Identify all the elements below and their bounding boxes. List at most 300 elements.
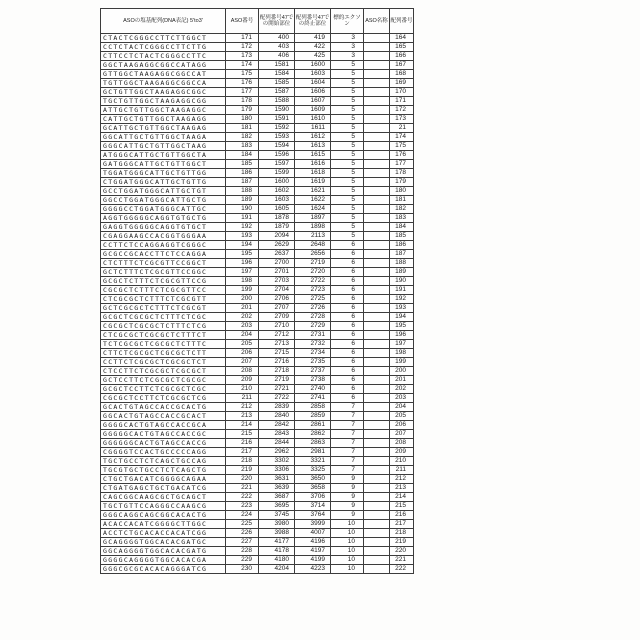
- cell-start: 1600: [259, 178, 295, 187]
- cell-stop: 1600: [295, 61, 331, 70]
- table-row: [101, 511, 414, 520]
- cell-start: 2704: [259, 286, 295, 295]
- cell-aso_name: [364, 232, 390, 241]
- cell-stop: 2720: [295, 268, 331, 277]
- cell-stop: 425: [295, 52, 331, 61]
- cell-start: 2700: [259, 259, 295, 268]
- cell-start: 1597: [259, 160, 295, 169]
- cell-seq_id: 193: [390, 304, 414, 313]
- cell-sequence: GGGCGCGCACACAGGGATCG: [101, 565, 226, 574]
- cell-stop: 422: [295, 43, 331, 52]
- cell-sequence: CAGCGGCAAGCGCTGCAGCT: [101, 493, 226, 502]
- cell-aso_name: [364, 457, 390, 466]
- cell-aso_number: 214: [226, 421, 259, 430]
- cell-stop: 1611: [295, 124, 331, 133]
- cell-seq_id: 211: [390, 466, 414, 475]
- table-row: [101, 304, 414, 313]
- cell-start: 403: [259, 43, 295, 52]
- cell-stop: 2981: [295, 448, 331, 457]
- cell-aso_number: 215: [226, 430, 259, 439]
- cell-seq_id: 214: [390, 493, 414, 502]
- cell-seq_id: 187: [390, 250, 414, 259]
- cell-stop: 1612: [295, 133, 331, 142]
- cell-start: 1581: [259, 61, 295, 70]
- cell-seq_id: 215: [390, 502, 414, 511]
- cell-seq_id: 184: [390, 223, 414, 232]
- table-row: [101, 331, 414, 340]
- cell-aso_name: [364, 52, 390, 61]
- cell-start: 2722: [259, 394, 295, 403]
- cell-sequence: GGCACTGTAGCCACCGCACT: [101, 412, 226, 421]
- cell-start: 2839: [259, 403, 295, 412]
- cell-exon: 10: [331, 529, 364, 538]
- cell-sequence: GCATTGCTGTTGGCTAAGAG: [101, 124, 226, 133]
- cell-aso_number: 201: [226, 304, 259, 313]
- cell-seq_id: 192: [390, 295, 414, 304]
- cell-seq_id: 222: [390, 565, 414, 574]
- cell-sequence: CCTTCTCCAGGAGGTCGGGC: [101, 241, 226, 250]
- cell-exon: 9: [331, 493, 364, 502]
- cell-seq_id: 201: [390, 376, 414, 385]
- cell-sequence: CTCGCGCTCGCGCTCTTTCT: [101, 331, 226, 340]
- cell-start: 3302: [259, 457, 295, 466]
- cell-aso_number: 177: [226, 88, 259, 97]
- column-header-stop: 配列番号47で の終止部位: [295, 9, 331, 34]
- cell-stop: 2737: [295, 367, 331, 376]
- cell-stop: 2861: [295, 421, 331, 430]
- cell-seq_id: 168: [390, 70, 414, 79]
- cell-aso_name: [364, 106, 390, 115]
- cell-sequence: GGCAGGGGTGGCACACGATG: [101, 547, 226, 556]
- table-row: [101, 214, 414, 223]
- cell-seq_id: 218: [390, 529, 414, 538]
- cell-aso_name: [364, 178, 390, 187]
- cell-stop: 3325: [295, 466, 331, 475]
- cell-aso_name: [364, 34, 390, 43]
- table-row: [101, 313, 414, 322]
- cell-aso_number: 176: [226, 79, 259, 88]
- cell-start: 4204: [259, 565, 295, 574]
- cell-stop: 2722: [295, 277, 331, 286]
- cell-stop: 2656: [295, 250, 331, 259]
- cell-aso_number: 198: [226, 277, 259, 286]
- cell-start: 3631: [259, 475, 295, 484]
- cell-aso_name: [364, 295, 390, 304]
- cell-aso_name: [364, 529, 390, 538]
- cell-sequence: GGGGGCACTGTAGCCACCGC: [101, 430, 226, 439]
- table-row: [101, 520, 414, 529]
- cell-sequence: CTTCTCGCGCTCGCGCTCTT: [101, 349, 226, 358]
- table-row: [101, 169, 414, 178]
- cell-seq_id: 205: [390, 412, 414, 421]
- cell-start: 2718: [259, 367, 295, 376]
- cell-stop: 1604: [295, 79, 331, 88]
- cell-sequence: CTACTCGGGCCTTCTTGGCT: [101, 34, 226, 43]
- cell-exon: 5: [331, 115, 364, 124]
- cell-stop: 1606: [295, 88, 331, 97]
- cell-stop: 1610: [295, 115, 331, 124]
- column-header-seq-id: 配列番号: [390, 9, 414, 34]
- cell-aso_name: [364, 313, 390, 322]
- cell-exon: 7: [331, 421, 364, 430]
- cell-exon: 5: [331, 97, 364, 106]
- cell-start: 3988: [259, 529, 295, 538]
- cell-sequence: ACCTCTGCACACCACATCGG: [101, 529, 226, 538]
- table-row: [101, 385, 414, 394]
- cell-seq_id: 189: [390, 268, 414, 277]
- cell-stop: 3764: [295, 511, 331, 520]
- cell-seq_id: 21: [390, 124, 414, 133]
- table-row: [101, 106, 414, 115]
- cell-aso_number: 188: [226, 187, 259, 196]
- cell-stop: 2732: [295, 340, 331, 349]
- cell-stop: 1607: [295, 97, 331, 106]
- cell-aso_name: [364, 376, 390, 385]
- cell-sequence: GCGCTCGCGCTCTTTCTCGC: [101, 313, 226, 322]
- table-row: [101, 223, 414, 232]
- cell-sequence: GAGGTGGGGGCAGGTGTGCT: [101, 223, 226, 232]
- cell-aso_name: [364, 358, 390, 367]
- cell-aso_number: 226: [226, 529, 259, 538]
- cell-seq_id: 212: [390, 475, 414, 484]
- cell-exon: 7: [331, 412, 364, 421]
- cell-sequence: AGGTGGGGGCAGGTGTGCTG: [101, 214, 226, 223]
- cell-aso_name: [364, 493, 390, 502]
- cell-stop: 2729: [295, 322, 331, 331]
- cell-seq_id: 198: [390, 349, 414, 358]
- cell-aso_name: [364, 268, 390, 277]
- cell-aso_number: 174: [226, 61, 259, 70]
- cell-sequence: CGCGCTCTTTCTCGCGTTCC: [101, 286, 226, 295]
- cell-aso_name: [364, 331, 390, 340]
- table-row: [101, 34, 414, 43]
- cell-sequence: ATGGGCATTGCTGTTGGCTA: [101, 151, 226, 160]
- cell-start: 2716: [259, 358, 295, 367]
- cell-aso_number: 212: [226, 403, 259, 412]
- cell-sequence: TGTTGGCTAAGAGGCGGCCA: [101, 79, 226, 88]
- cell-exon: 6: [331, 340, 364, 349]
- cell-start: 2843: [259, 430, 295, 439]
- table-row: [101, 250, 414, 259]
- cell-exon: 6: [331, 394, 364, 403]
- cell-start: 406: [259, 52, 295, 61]
- cell-exon: 5: [331, 124, 364, 133]
- cell-sequence: GCGCTCCTTCTCGCGCTCGC: [101, 385, 226, 394]
- cell-sequence: GGCATTGCTGTTGGCTAAGA: [101, 133, 226, 142]
- cell-exon: 5: [331, 205, 364, 214]
- table-row: [101, 97, 414, 106]
- table-row: [101, 466, 414, 475]
- cell-start: 3306: [259, 466, 295, 475]
- table-row: [101, 286, 414, 295]
- cell-aso_name: [364, 160, 390, 169]
- cell-start: 2094: [259, 232, 295, 241]
- cell-exon: 7: [331, 430, 364, 439]
- cell-start: 2709: [259, 313, 295, 322]
- cell-seq_id: 173: [390, 115, 414, 124]
- cell-stop: 4007: [295, 529, 331, 538]
- cell-aso_name: [364, 556, 390, 565]
- cell-exon: 6: [331, 286, 364, 295]
- cell-sequence: TGGATGGGCATTGCTGTTGG: [101, 169, 226, 178]
- table-row: [101, 556, 414, 565]
- cell-aso_name: [364, 340, 390, 349]
- cell-aso_name: [364, 151, 390, 160]
- cell-aso_name: [364, 124, 390, 133]
- cell-exon: 5: [331, 133, 364, 142]
- table-row: [101, 439, 414, 448]
- cell-seq_id: 204: [390, 403, 414, 412]
- cell-start: 400: [259, 34, 295, 43]
- table-row: [101, 484, 414, 493]
- cell-exon: 5: [331, 61, 364, 70]
- cell-seq_id: 186: [390, 241, 414, 250]
- cell-sequence: CTCCTTCTCGCGCTCGCGCT: [101, 367, 226, 376]
- cell-aso_name: [364, 205, 390, 214]
- cell-start: 1879: [259, 223, 295, 232]
- cell-exon: 7: [331, 457, 364, 466]
- cell-sequence: CTCGCGCTCTTTCTCGCGTT: [101, 295, 226, 304]
- cell-stop: 2735: [295, 358, 331, 367]
- cell-stop: 1897: [295, 214, 331, 223]
- cell-stop: 4199: [295, 556, 331, 565]
- table-row: [101, 430, 414, 439]
- table-row: [101, 538, 414, 547]
- cell-stop: 2725: [295, 295, 331, 304]
- cell-aso_name: [364, 70, 390, 79]
- cell-sequence: GATGGGCATTGCTGTTGGCT: [101, 160, 226, 169]
- cell-aso_number: 199: [226, 286, 259, 295]
- cell-seq_id: 171: [390, 97, 414, 106]
- cell-sequence: GGGGGGCACTGTAGCCACCG: [101, 439, 226, 448]
- table-row: [101, 529, 414, 538]
- cell-seq_id: 195: [390, 322, 414, 331]
- cell-exon: 9: [331, 484, 364, 493]
- cell-aso_number: 230: [226, 565, 259, 574]
- table-row: [101, 178, 414, 187]
- cell-exon: 10: [331, 556, 364, 565]
- table-row: [101, 160, 414, 169]
- cell-sequence: CGGGGTCCACTGCCCCCAGG: [101, 448, 226, 457]
- cell-start: 3980: [259, 520, 295, 529]
- cell-exon: 7: [331, 466, 364, 475]
- cell-start: 1584: [259, 70, 295, 79]
- cell-start: 2701: [259, 268, 295, 277]
- cell-aso_name: [364, 466, 390, 475]
- table-row: [101, 412, 414, 421]
- cell-start: 1605: [259, 205, 295, 214]
- table-row: [101, 493, 414, 502]
- table-row: [101, 358, 414, 367]
- cell-aso_name: [364, 142, 390, 151]
- cell-stop: 2734: [295, 349, 331, 358]
- cell-sequence: CTTCCTCTACTCGGGCCTTC: [101, 52, 226, 61]
- table-row: [101, 187, 414, 196]
- cell-seq_id: 167: [390, 61, 414, 70]
- cell-aso_name: [364, 511, 390, 520]
- cell-aso_name: [364, 538, 390, 547]
- cell-aso_name: [364, 196, 390, 205]
- cell-exon: 3: [331, 34, 364, 43]
- cell-aso_number: 195: [226, 250, 259, 259]
- cell-stop: 1898: [295, 223, 331, 232]
- cell-seq_id: 164: [390, 34, 414, 43]
- cell-seq_id: 174: [390, 133, 414, 142]
- cell-exon: 5: [331, 160, 364, 169]
- cell-stop: 1616: [295, 160, 331, 169]
- table-row: [101, 394, 414, 403]
- table-header-row: [101, 9, 414, 34]
- cell-stop: 4197: [295, 547, 331, 556]
- cell-exon: 5: [331, 142, 364, 151]
- cell-aso_name: [364, 259, 390, 268]
- cell-sequence: CGAGGAAGCCACGGTGGGAA: [101, 232, 226, 241]
- table-row: [101, 322, 414, 331]
- cell-start: 2712: [259, 331, 295, 340]
- cell-aso_number: 219: [226, 466, 259, 475]
- cell-sequence: GGGGCACTGTAGCCACCGCA: [101, 421, 226, 430]
- cell-seq_id: 199: [390, 358, 414, 367]
- cell-start: 2844: [259, 439, 295, 448]
- cell-sequence: TGCTGTTGGCTAAGAGGCGG: [101, 97, 226, 106]
- cell-start: 1602: [259, 187, 295, 196]
- cell-exon: 6: [331, 295, 364, 304]
- cell-start: 1590: [259, 106, 295, 115]
- cell-stop: 2723: [295, 286, 331, 295]
- cell-sequence: GCAGGGGTGGCACACGATGC: [101, 538, 226, 547]
- cell-sequence: CGCGCTCCTTCTCGCGCTCG: [101, 394, 226, 403]
- cell-exon: 5: [331, 106, 364, 115]
- cell-exon: 5: [331, 196, 364, 205]
- cell-aso_name: [364, 520, 390, 529]
- table-row: [101, 241, 414, 250]
- cell-aso_number: 213: [226, 412, 259, 421]
- cell-sequence: GCTCTTTCTCGCGTTCCGGC: [101, 268, 226, 277]
- cell-sequence: ACACCACATCGGGGCTTGGC: [101, 520, 226, 529]
- table-row: [101, 142, 414, 151]
- table-row: [101, 124, 414, 133]
- cell-stop: 2728: [295, 313, 331, 322]
- cell-aso_name: [364, 547, 390, 556]
- cell-aso_number: 190: [226, 205, 259, 214]
- table-row: [101, 448, 414, 457]
- cell-exon: 6: [331, 367, 364, 376]
- cell-aso_number: 218: [226, 457, 259, 466]
- table-row: [101, 43, 414, 52]
- cell-seq_id: 190: [390, 277, 414, 286]
- cell-aso_number: 182: [226, 133, 259, 142]
- cell-aso_number: 200: [226, 295, 259, 304]
- cell-aso_number: 211: [226, 394, 259, 403]
- cell-exon: 5: [331, 70, 364, 79]
- cell-stop: 2741: [295, 394, 331, 403]
- cell-aso_number: 204: [226, 331, 259, 340]
- cell-start: 4178: [259, 547, 295, 556]
- cell-sequence: GGCCTGGATGGGCATTGCTG: [101, 196, 226, 205]
- table-row: [101, 340, 414, 349]
- cell-start: 2629: [259, 241, 295, 250]
- cell-exon: 3: [331, 43, 364, 52]
- cell-sequence: CTCTTTCTCGCGTTCCGGCT: [101, 259, 226, 268]
- cell-aso_number: 172: [226, 43, 259, 52]
- cell-aso_name: [364, 430, 390, 439]
- cell-stop: 1613: [295, 142, 331, 151]
- cell-stop: 1615: [295, 151, 331, 160]
- cell-aso_name: [364, 115, 390, 124]
- cell-aso_name: [364, 448, 390, 457]
- cell-stop: 3999: [295, 520, 331, 529]
- aso-table-container: [100, 8, 414, 574]
- cell-aso_name: [364, 565, 390, 574]
- cell-exon: 5: [331, 169, 364, 178]
- cell-sequence: TGCTGTTCCAGGGCCAAGCG: [101, 502, 226, 511]
- cell-seq_id: 166: [390, 52, 414, 61]
- cell-seq_id: 213: [390, 484, 414, 493]
- cell-seq_id: 183: [390, 214, 414, 223]
- cell-seq_id: 194: [390, 313, 414, 322]
- cell-aso_number: 191: [226, 214, 259, 223]
- cell-exon: 5: [331, 232, 364, 241]
- cell-aso_number: 223: [226, 502, 259, 511]
- cell-seq_id: 176: [390, 151, 414, 160]
- cell-exon: 9: [331, 475, 364, 484]
- cell-sequence: GCCTGGATGGGCATTGCTGT: [101, 187, 226, 196]
- cell-aso_number: 180: [226, 115, 259, 124]
- cell-seq_id: 216: [390, 511, 414, 520]
- cell-seq_id: 182: [390, 205, 414, 214]
- cell-exon: 5: [331, 223, 364, 232]
- cell-seq_id: 181: [390, 196, 414, 205]
- cell-aso_number: 197: [226, 268, 259, 277]
- cell-stop: 1619: [295, 178, 331, 187]
- cell-aso_name: [364, 214, 390, 223]
- cell-aso_name: [364, 250, 390, 259]
- table-row: [101, 151, 414, 160]
- table-row: [101, 547, 414, 556]
- cell-exon: 5: [331, 88, 364, 97]
- cell-seq_id: 179: [390, 178, 414, 187]
- cell-seq_id: 185: [390, 232, 414, 241]
- cell-aso_number: 207: [226, 358, 259, 367]
- cell-stop: 419: [295, 34, 331, 43]
- cell-sequence: GTTGGCTAAGAGGCGGCCAT: [101, 70, 226, 79]
- cell-aso_name: [364, 385, 390, 394]
- table-row: [101, 421, 414, 430]
- cell-sequence: GGCTAAGAGGCGGCCATAGG: [101, 61, 226, 70]
- cell-aso_number: 203: [226, 322, 259, 331]
- cell-stop: 4223: [295, 565, 331, 574]
- table-row: [101, 205, 414, 214]
- cell-stop: 4196: [295, 538, 331, 547]
- cell-start: 2840: [259, 412, 295, 421]
- table-row: [101, 277, 414, 286]
- cell-exon: 6: [331, 349, 364, 358]
- cell-sequence: CTGATGAGCTGCTGACATCG: [101, 484, 226, 493]
- table-row: [101, 79, 414, 88]
- cell-start: 1878: [259, 214, 295, 223]
- cell-stop: 1624: [295, 205, 331, 214]
- cell-aso_number: 222: [226, 493, 259, 502]
- cell-seq_id: 197: [390, 340, 414, 349]
- cell-exon: 6: [331, 250, 364, 259]
- cell-sequence: CATTGCTGTTGGCTAAGAGG: [101, 115, 226, 124]
- cell-exon: 5: [331, 178, 364, 187]
- cell-stop: 2738: [295, 376, 331, 385]
- cell-start: 1599: [259, 169, 295, 178]
- cell-stop: 1618: [295, 169, 331, 178]
- cell-start: 2962: [259, 448, 295, 457]
- cell-exon: 6: [331, 304, 364, 313]
